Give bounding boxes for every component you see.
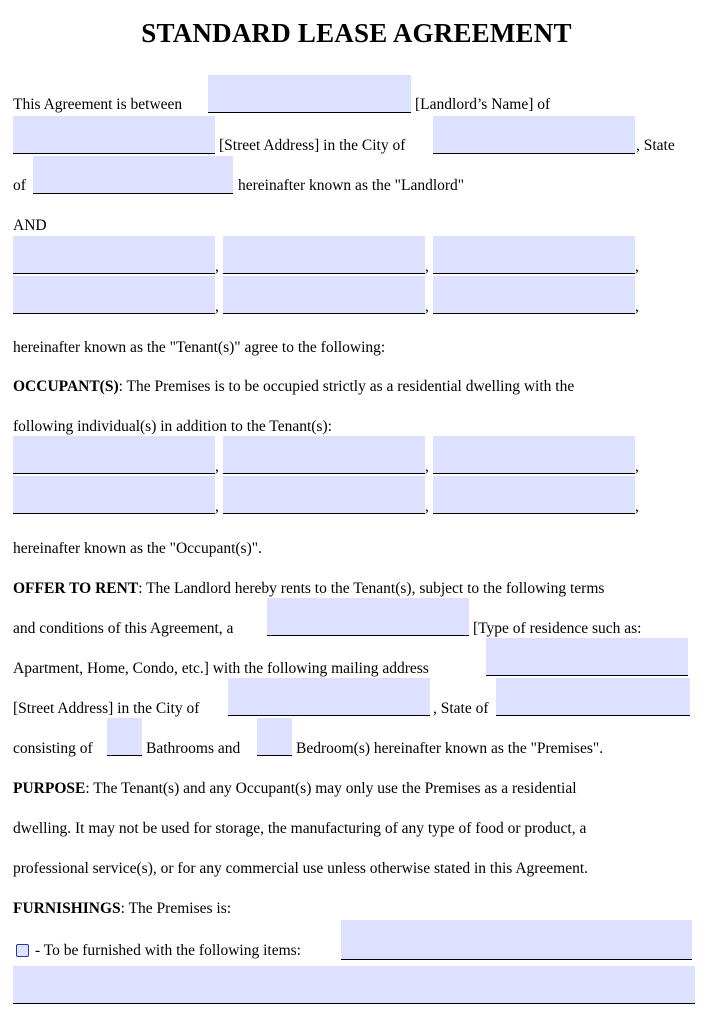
offer-line: and conditions of this Agreement, a — [13, 620, 234, 637]
agreement-between-label: This Agreement is between — [13, 96, 183, 113]
separator-comma: , — [425, 298, 429, 315]
occupants-line: following individual(s) in addition to the Tenant(s): — [13, 418, 332, 435]
separator-comma: , — [635, 498, 639, 515]
street-city-label: [Street Address] in the City of — [13, 700, 200, 717]
landlord-name-label: [Landlord’s Name] of — [415, 96, 551, 113]
furnishings-paragraph — [13, 900, 231, 918]
separator-comma: , — [215, 258, 219, 275]
offer-paragraph — [13, 580, 604, 598]
separator-comma: , — [635, 258, 639, 275]
bathrooms-label: Bathrooms and — [146, 740, 241, 757]
furnishings-line: : The Premises is: — [120, 900, 232, 917]
occupants-heading: OCCUPANT(S) — [13, 378, 119, 395]
bedrooms-field[interactable] — [257, 718, 292, 756]
separator-comma: , — [425, 258, 429, 275]
purpose-paragraph — [13, 780, 577, 798]
occupant-name-field[interactable] — [433, 436, 635, 474]
state-label: , State of — [433, 700, 489, 717]
consisting-label: consisting of — [13, 740, 93, 757]
state-label: , State — [636, 137, 675, 154]
tenant-name-field[interactable] — [433, 236, 635, 274]
bathrooms-field[interactable] — [107, 718, 142, 756]
furnished-items-field-2[interactable] — [13, 966, 695, 1004]
occupant-name-field[interactable] — [13, 436, 215, 474]
tenant-name-field[interactable] — [433, 276, 635, 314]
furnishings-heading: FURNISHINGS — [13, 900, 121, 917]
separator-comma: , — [425, 458, 429, 475]
purpose-heading: PURPOSE — [13, 780, 86, 797]
premises-state-field[interactable] — [496, 678, 690, 716]
landlord-city-field[interactable] — [433, 116, 635, 154]
offer-line: : The Landlord hereby rents to the Tenant(s), subject to the following terms — [138, 580, 605, 597]
separator-comma: , — [215, 498, 219, 515]
and-label: AND — [13, 217, 47, 234]
premises-city-field[interactable] — [228, 678, 430, 716]
mailing-address-field[interactable] — [486, 638, 688, 676]
tenants-known-label: hereinafter known as the "Tenant(s)" agree to the following: — [13, 339, 386, 356]
separator-comma: , — [635, 298, 639, 315]
tenant-name-field[interactable] — [223, 276, 425, 314]
landlord-known-label: hereinafter known as the "Landlord" — [238, 177, 465, 194]
landlord-name-field[interactable] — [208, 75, 411, 113]
separator-comma: , — [215, 298, 219, 315]
separator-comma: , — [425, 498, 429, 515]
furnished-checkbox[interactable] — [16, 944, 29, 957]
occupants-line: : The Premises is to be occupied strictly as a residential dwelling with the — [118, 378, 575, 395]
landlord-state-field[interactable] — [33, 156, 233, 194]
separator-comma: , — [215, 458, 219, 475]
occupant-name-field[interactable] — [433, 476, 635, 514]
tenant-name-field[interactable] — [13, 236, 215, 274]
tenant-name-field[interactable] — [223, 236, 425, 274]
furnished-label: - To be furnished with the following items: — [35, 942, 301, 959]
purpose-line: professional service(s), or for any commercial use unless otherwise stated in this Agreement. — [13, 860, 589, 877]
residence-type-label: [Type of residence such as: — [473, 620, 642, 637]
offer-heading: OFFER TO RENT — [13, 580, 139, 597]
occupant-name-field[interactable] — [13, 476, 215, 514]
offer-line: Apartment, Home, Condo, etc.] with the following mailing address — [13, 660, 429, 677]
occupants-known-label: hereinafter known as the "Occupant(s)". — [13, 540, 262, 557]
tenant-name-field[interactable] — [13, 276, 215, 314]
document-title: STANDARD LEASE AGREEMENT — [141, 18, 572, 48]
furnished-items-field[interactable] — [341, 920, 692, 960]
of-label: of — [13, 177, 26, 194]
occupant-name-field[interactable] — [223, 436, 425, 474]
bedrooms-label: Bedroom(s) hereinafter known as the "Premises". — [296, 740, 604, 757]
landlord-street-field[interactable] — [13, 116, 215, 154]
residence-type-field[interactable] — [267, 598, 469, 636]
occupant-name-field[interactable] — [223, 476, 425, 514]
street-city-label: [Street Address] in the City of — [219, 137, 406, 154]
occupants-paragraph — [13, 378, 574, 396]
separator-comma: , — [635, 458, 639, 475]
purpose-line: : The Tenant(s) and any Occupant(s) may only use the Premises as a residential — [85, 780, 577, 797]
purpose-line: dwelling. It may not be used for storage, the manufacturing of any type of food or product, a — [13, 820, 587, 837]
